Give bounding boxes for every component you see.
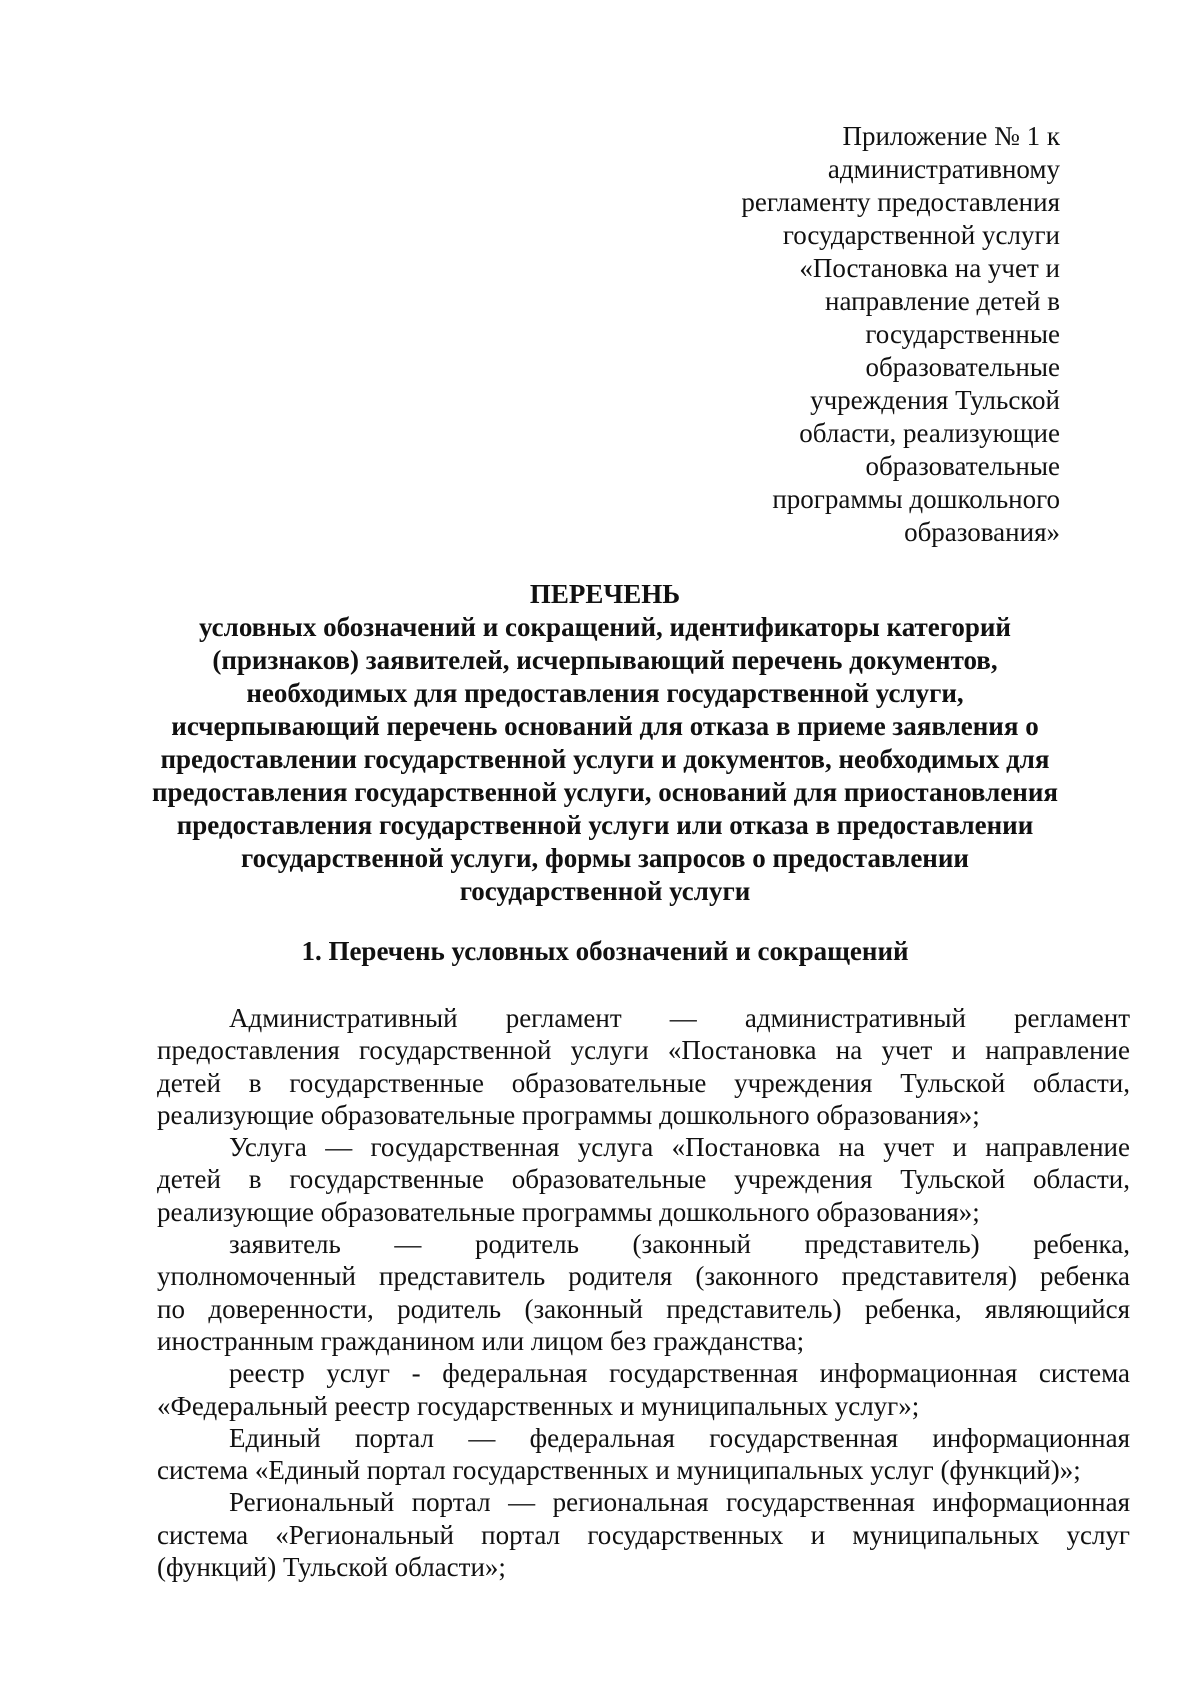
title-line: государственной услуги, формы запросов о предоставлении	[241, 843, 969, 873]
section-body	[157, 1002, 1130, 1583]
paragraph-applicant	[157, 1228, 1130, 1357]
title-line: предоставлении государственной услуги и документов, необходимых для	[160, 744, 1050, 774]
section-heading: 1. Перечень условных обозначений и сокращений	[301, 936, 909, 966]
annex-line: образования»	[904, 517, 1060, 547]
title-line: предоставления государственной услуги, оснований для приостановления	[151, 777, 1058, 807]
paragraph-line: предоставления государственной услуги «Постановка на учет и направление	[157, 1035, 1130, 1066]
paragraph-line: реестр услуг - федеральная государственная информационная система	[229, 1358, 1130, 1389]
annex-line: области, реализующие	[799, 418, 1060, 448]
paragraph-line: Административный регламент — административный регламент	[229, 1003, 1130, 1033]
title-line: государственной услуги	[459, 876, 751, 906]
document-title	[150, 578, 1060, 908]
annex-reference	[580, 120, 1060, 549]
paragraph-unified-portal	[157, 1422, 1130, 1487]
paragraph-line: система «Единый портал государственных и муниципальных услуг (функций)»;	[157, 1455, 1081, 1486]
title-line: условных обозначений и сокращений, идентификаторы категорий	[199, 612, 1011, 642]
paragraph-line: реализующие образовательные программы дошкольного образования»;	[157, 1196, 980, 1227]
paragraph-line: иностранным гражданином или лицом без гражданства;	[157, 1325, 805, 1356]
paragraph-line: заявитель — родитель (законный представитель) ребенка,	[229, 1229, 1130, 1260]
paragraph-service-registry	[157, 1357, 1130, 1422]
paragraph-line: система «Региональный портал государственных и муниципальных услуг	[157, 1519, 1130, 1550]
annex-line: «Постановка на учет и	[799, 253, 1060, 283]
title-line: предоставления государственной услуги или отказа в предоставлении	[176, 810, 1034, 840]
title-line: (признаков) заявителей, исчерпывающий перечень документов,	[212, 645, 998, 675]
annex-line: направление детей в	[825, 286, 1060, 316]
paragraph-line: детей в государственные образовательные учреждения Тульской области,	[157, 1067, 1130, 1098]
annex-line: учреждения Тульской	[810, 385, 1060, 415]
annex-line: государственные	[865, 319, 1060, 349]
paragraph-line: детей в государственные образовательные учреждения Тульской области,	[157, 1164, 1130, 1195]
annex-line: образовательные	[865, 352, 1060, 382]
annex-line: государственной услуги	[782, 220, 1060, 250]
paragraph-service	[157, 1131, 1130, 1228]
paragraph-line: Региональный портал — региональная государственная информационная	[229, 1487, 1130, 1518]
paragraph-regional-portal	[157, 1486, 1130, 1583]
title-line: необходимых для предоставления государственной услуги,	[246, 678, 964, 708]
annex-line: образовательные	[865, 451, 1060, 481]
paragraph-line: уполномоченный представитель родителя (законного представителя) ребенка	[157, 1261, 1130, 1292]
title-heading: ПЕРЕЧЕНЬ	[529, 579, 681, 609]
annex-line: регламенту предоставления	[741, 187, 1060, 217]
paragraph-line: реализующие образовательные программы дошкольного образования»;	[157, 1099, 980, 1130]
paragraph-line: Единый портал — федеральная государственная информационная	[229, 1422, 1130, 1453]
paragraph-line: (функций) Тульской области»;	[157, 1552, 506, 1583]
paragraph-line: по доверенности, родитель (законный представитель) ребенка, являющийся	[157, 1293, 1130, 1324]
annex-line: программы дошкольного	[772, 484, 1060, 514]
paragraph-administrative-regulation	[157, 1002, 1130, 1131]
annex-line: административному	[827, 154, 1060, 184]
annex-line: Приложение № 1 к	[842, 121, 1060, 151]
paragraph-line: «Федеральный реестр государственных и муниципальных услуг»;	[157, 1390, 920, 1421]
title-line: исчерпывающий перечень оснований для отказа в приеме заявления о	[171, 711, 1039, 741]
paragraph-line: Услуга — государственная услуга «Постановка на учет и направление	[229, 1132, 1130, 1163]
